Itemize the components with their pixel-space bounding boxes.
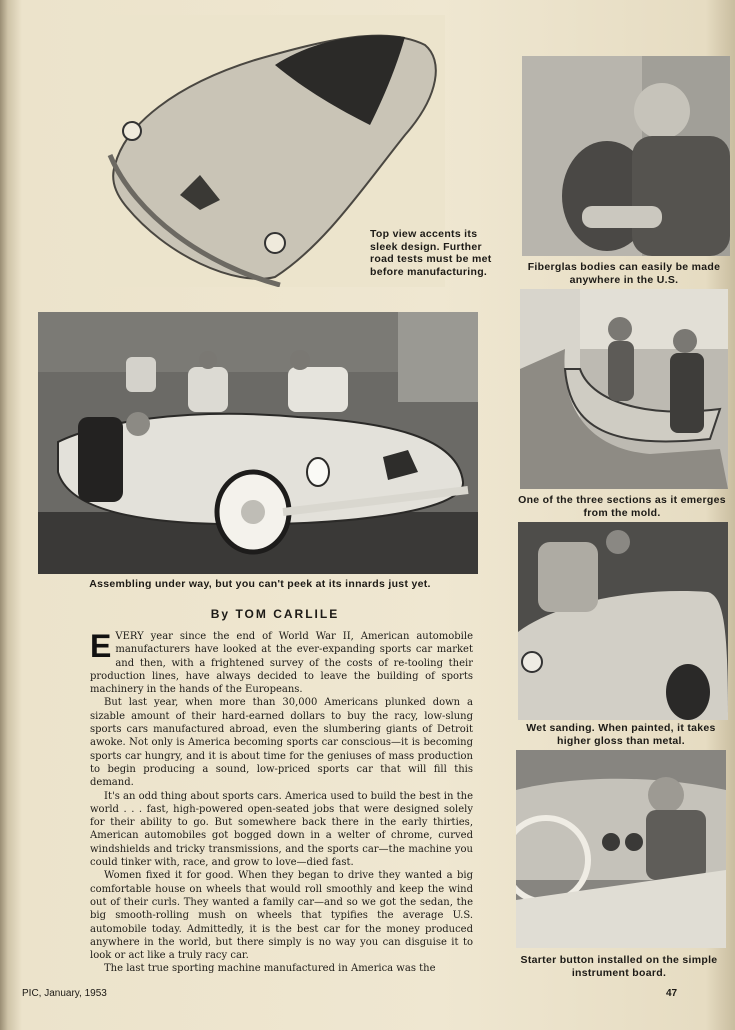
photo-fiberglas-body bbox=[522, 56, 730, 256]
article-body bbox=[90, 630, 473, 976]
fiberglas-illustration bbox=[522, 56, 730, 256]
photo-wet-sanding bbox=[518, 522, 728, 720]
article-paragraph: But last year, when more than 30,000 Americans plunked down a sizable amount of their hard-earned dollars to buy the racy, low-slung sports cars manufactured abroad, even the slumbering giants of Detroit awoke. Not only is America becoming sports car conscious—it is becoming sports car hungry, and it is about time for the geniuses of mass production to begin producing a sound, low-priced sports car that will fill this demand. bbox=[90, 697, 473, 789]
photo-assembling-workshop bbox=[38, 312, 478, 574]
caption-starter: Starter button installed on the simple instrument board. bbox=[520, 954, 718, 979]
mold-illustration bbox=[520, 289, 728, 489]
article-paragraph: The last true sporting machine manufactured in America was the bbox=[104, 963, 436, 975]
article-paragraph: It's an odd thing about sports cars. America used to build the best in the world . . . fast, high-powered open-seated jobs that were designed solely for their ability to go. But somewhere back there in the early thirties, American automobiles got bogged down in a welter of chrome, curved windshields and tricky transmissions, and the sports car—the machine you could tinker with, race, and grow to love—died fast. bbox=[90, 790, 473, 869]
photo-instrument-board bbox=[516, 750, 726, 948]
caption-assembling: Assembling under way, but you can't peek at its innards just yet. bbox=[89, 578, 431, 590]
article-paragraph: EVERY year since the end of World War II, American automobile manufacturers have looked at the ever-expanding sports car market and then, with a frightened survey of the costs of re-tooling their production lines, have always decided to leave the building of sports machinery in the hands of the Europeans. bbox=[90, 630, 473, 696]
instrument-board-illustration bbox=[516, 750, 726, 948]
caption-fiberglas: Fiberglas bodies can easily be made anywhere in the U.S. bbox=[527, 261, 721, 286]
article-byline: By TOM CARLILE bbox=[210, 607, 340, 621]
page-number: 47 bbox=[666, 988, 678, 999]
photo-mold-section bbox=[520, 289, 728, 489]
drop-cap: E bbox=[90, 630, 112, 664]
sanding-illustration bbox=[518, 522, 728, 720]
workshop-illustration bbox=[38, 312, 478, 574]
caption-mold: One of the three sections as it emerges from the mold. bbox=[518, 494, 726, 519]
footer-publication: PIC, January, 1953 bbox=[22, 988, 107, 999]
caption-top-view: Top view accents its sleek design. Further road tests must be met before manufacturing. bbox=[370, 228, 492, 278]
caption-sanding: Wet sanding. When painted, it takes higher gloss than metal. bbox=[526, 722, 716, 747]
article-paragraph: Women fixed it for good. When they began to drive they wanted a big comfortable house on wheels that would roll smoothly and keep the wind out of their curls. They wanted a family car—and so we got the sedan, the big smooth-rolling mush on wheels that typifies the average U.S. automobile today. Admittedly, it is the best car for the money produced anywhere in the world, but there simply is no way you can disguise it to look or act like a truly racy car. bbox=[90, 870, 473, 962]
